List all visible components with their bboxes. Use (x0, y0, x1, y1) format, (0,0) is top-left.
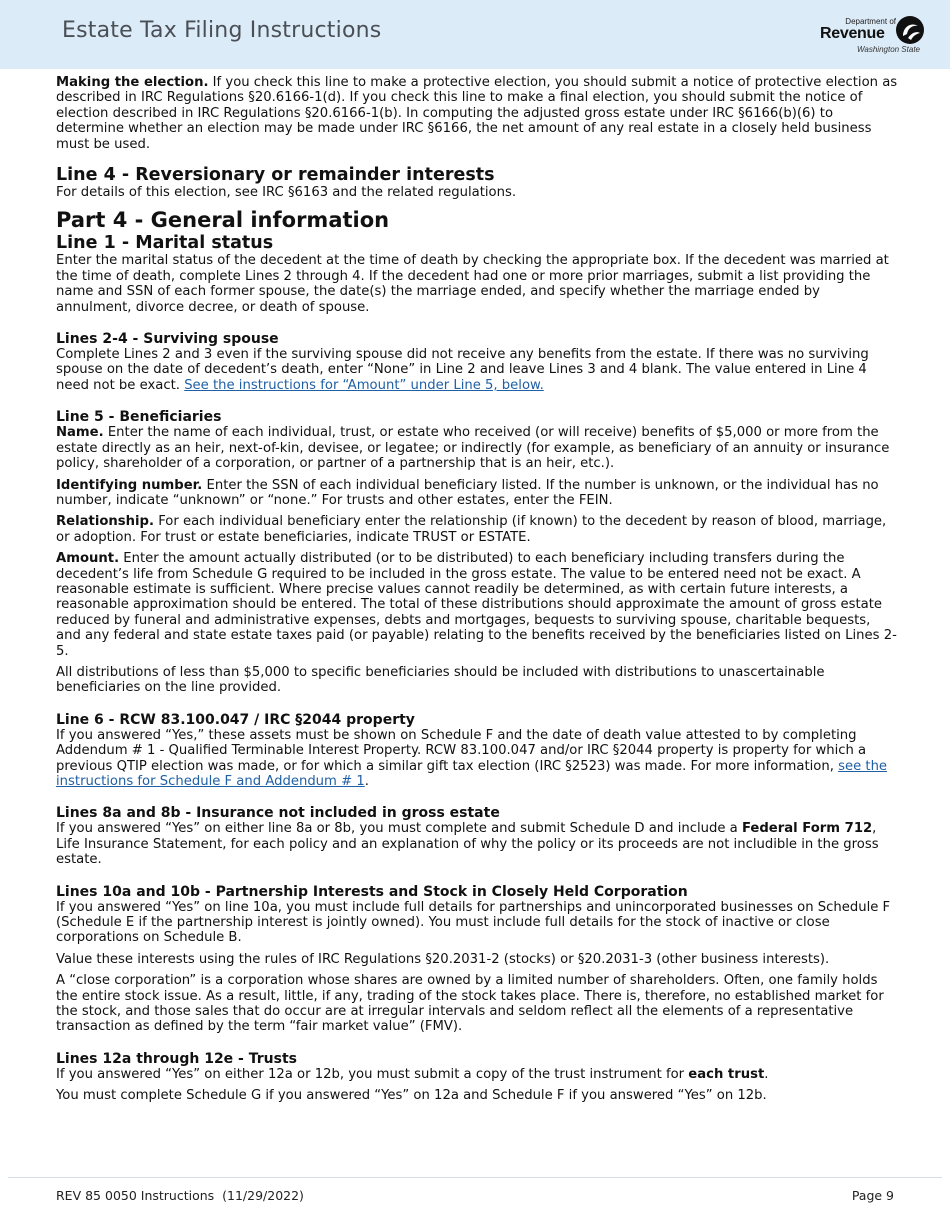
making-election-paragraph (56, 75, 898, 152)
lines8-paragraph (56, 821, 898, 867)
dor-logo (818, 14, 928, 58)
line5-amount-text: Enter the amount actually distributed (or to be distributed) to each beneficiary including transfers during the decedent’s life from Schedule G required to be included in the gross estate. The value to be entered need not be exact. A reasonable estimate is sufficient. Where precise values cannot readily be determined, as with certain future interests, a reasonable approximation should be entered. The total of these distributions should approximate the amount of gross estate reduced by funeral and administrative expenses, debts and mortgages, bequests to surviving spouse, charitable bequests, and any federal and state estate taxes paid (or payable) relating to the benefits received by the beneficiaries listed on Lines 2-5. (56, 551, 897, 659)
line5-idnum-paragraph (56, 478, 898, 509)
lines10-p2: Value these interests using the rules of IRC Regulations §20.2031-2 (stocks) or §20.2031-3 (other business interests). (56, 951, 830, 967)
logo-revenue-text: Revenue (820, 25, 885, 42)
line6-text: If you answered “Yes,” these assets must be shown on Schedule F and the date of death value attested to by completing Addendum # 1 - Qualified Terminable Interest Property. RCW 83.100.047 and/or IRC §2044 property is property for which a previous QTIP election was made, or for which a similar gift tax election (IRC §2523) was made. For more information, (56, 727, 867, 774)
page-content (56, 75, 898, 1110)
line5-name-lead: Name. (56, 425, 104, 441)
logo-state-text: Washington State (856, 45, 920, 54)
lines12-p2: You must complete Schedule G if you answered “Yes” on 12a and Schedule F if you answered “Yes” on 12b. (56, 1088, 767, 1104)
line1-text: Enter the marital status of the decedent at the time of death by checking the appropriate box. If the decedent was married at the time of death, complete Lines 2 through 4. If the decedent had one or more prior marriages, submit a list providing the name and SSN of each former spouse, the date(s) the marriage ended, and specify whether the marriage ended by annulment, divorce decree, or death of spouse. (56, 253, 889, 315)
lines8-heading: Lines 8a and 8b - Insurance not included in gross estate (56, 805, 500, 822)
lines2-4-heading: Lines 2-4 - Surviving spouse (56, 331, 279, 348)
lines12-p1-bold: each trust (688, 1066, 765, 1082)
line5-idnum-lead: Identifying number. (56, 477, 203, 493)
schedule-f-addendum-link[interactable]: see the instructions for Schedule F and Addendum # 1 (56, 758, 888, 789)
line6-heading: Line 6 - RCW 83.100.047 / IRC §2044 property (56, 711, 415, 728)
lines2-4-paragraph (56, 347, 898, 393)
line5-distributions-text: All distributions of less than $5,000 to specific beneficiaries should be included with distributions to unascertainable beneficiaries on the line provided. (56, 664, 825, 696)
lines12-heading: Lines 12a through 12e - Trusts (56, 1050, 297, 1067)
lines12-p1-b: . (764, 1066, 769, 1082)
logo-swirl-icon (894, 14, 926, 46)
amount-instructions-link[interactable]: See the instructions for “Amount” under Line 5, below. (184, 377, 544, 393)
line5-relationship-text: For each individual beneficiary enter the relationship (if known) to the decedent by reason of blood, marriage, or adoption. For trust or estate beneficiaries, indicate TRUST or ESTATE. (56, 514, 887, 545)
form-id-footer: REV 85 0050 Instructions (11/29/2022) (56, 1188, 304, 1203)
line5-relationship-paragraph (56, 514, 898, 545)
line5-name-text: Enter the name of each individual, trust, or estate who received (or will receive) benefits of $5,000 or more from the estate directly as an heir, next-of-kin, devisee, or legatee; or indirectly (for example, as beneficiary of an annuity or insurance policy, shareholder of a corporation, or partner of a partnership that is an heir, etc.). (56, 425, 890, 472)
lines8-text-b: , Life Insurance Statement, for each policy and an explanation of why the policy or its proceeds are not includible in the gross estate. (56, 821, 879, 868)
lines8-bold: Federal Form 712 (741, 821, 873, 837)
line1-heading: Line 1 - Marital status (56, 233, 274, 254)
line4-text: For details of this election, see IRC §6163 and the related regulations. (56, 185, 517, 201)
line6-paragraph (56, 728, 898, 790)
lines8-text-a: If you answered “Yes” on either line 8a or 8b, you must complete and submit Schedule D and include a (56, 821, 742, 837)
page-number: Page 9 (851, 1188, 894, 1203)
lines2-4-text: Complete Lines 2 and 3 even if the surviving spouse did not receive any benefits from the estate. If there was no surviving spouse on the date of decedent’s death, enter “None” in Line 2 and leave Lines 3 and 4 blank. The value entered in Line 4 need not be exact. (56, 347, 869, 393)
line5-amount-lead: Amount. (56, 551, 120, 567)
lines10-heading: Lines 10a and 10b - Partnership Interests and Stock in Closely Held Corporation (56, 883, 688, 900)
page-header (0, 0, 950, 69)
footer-divider (8, 1177, 942, 1178)
line4-heading: Line 4 - Reversionary or remainder interests (56, 165, 495, 186)
making-election-lead: Making the election. (56, 75, 209, 90)
line5-relationship-lead: Relationship. (56, 514, 154, 530)
part4-heading: Part 4 - General information (56, 208, 390, 233)
lines12-p1 (56, 1067, 898, 1082)
line5-amount-paragraph (56, 551, 898, 659)
logo-dept-text: Department of (845, 17, 896, 26)
line5-heading: Line 5 - Beneficiaries (56, 409, 222, 426)
lines10-p3: A “close corporation” is a corporation whose shares are owned by a limited number of shareholders. Often, one family holds the entire stock issue. As a result, little, if any, trading of the stock takes place. There is, therefore, no established market for the stock, and those sales that do occur are at irregular intervals and seldom reflect all the elements of a representative transaction as defined by the term “fair market value” (FMV). (56, 973, 884, 1035)
line6-after: . (364, 774, 369, 789)
lines10-p1: If you answered “Yes” on line 10a, you must include full details for partnerships and unincorporated businesses on Schedule F (Schedule E if the partnership interest is jointly owned). You must include full details for the stock of inactive or close corporations on Schedule B. (56, 899, 891, 946)
line5-name-paragraph (56, 425, 898, 471)
making-election-text: If you check this line to make a protective election, you should submit a notice of protective election as described in IRC Regulations §20.6166-1(d). If you check this line to make a final election, you should submit the notice of election described in IRC Regulations §20.6166-1(b). In computing the adjusted gross estate under IRC §6166(b)(6) to determine whether an election may be made under IRC §6166, the net amount of any real estate in a closely held business must be used. (56, 75, 898, 152)
document-title: Estate Tax Filing Instructions (62, 18, 382, 43)
line5-idnum-text: Enter the SSN of each individual beneficiary listed. If the number is unknown, or the individual has no number, indicate “unknown” or “none.” For trusts and other estates, enter the FEIN. (56, 477, 879, 508)
lines12-p1-a: If you answered “Yes” on either 12a or 12b, you must submit a copy of the trust instrument for (56, 1066, 689, 1082)
